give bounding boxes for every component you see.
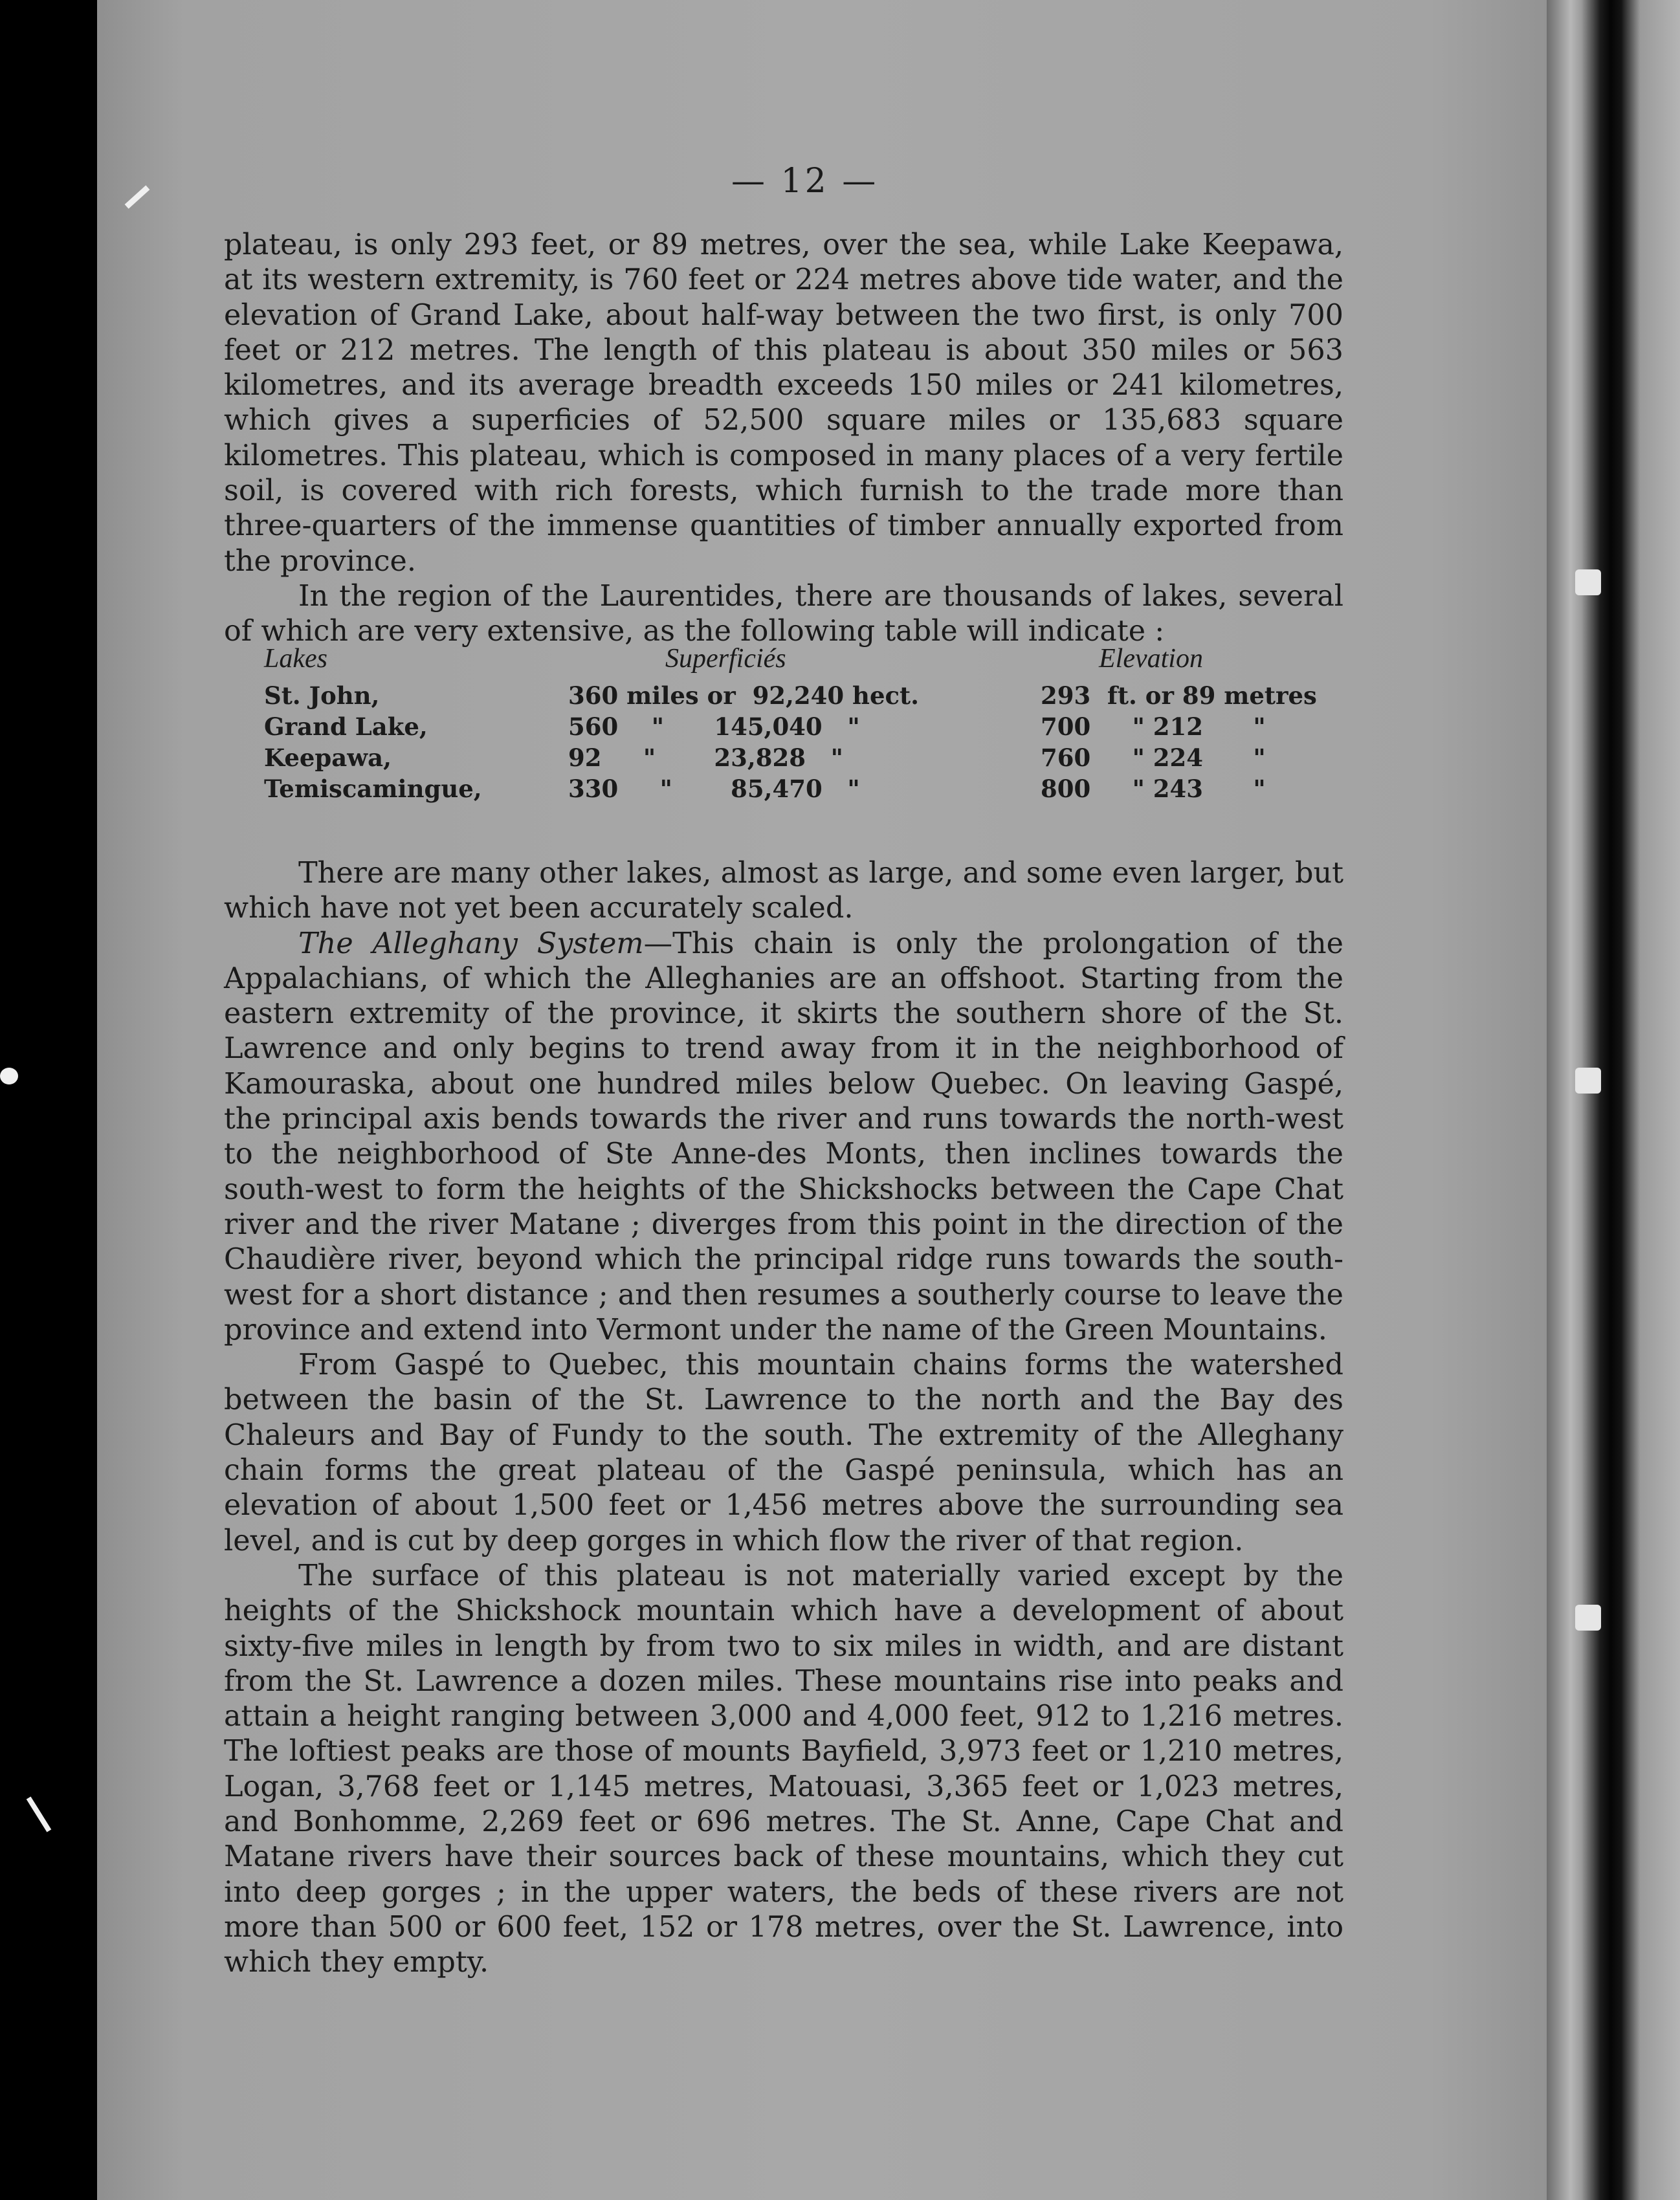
scan-artifact: [27, 1796, 52, 1832]
page-number: — 12 —: [731, 162, 879, 201]
binding-hole: [1575, 1068, 1601, 1094]
lake-elevation: 293 ft. or 89 metres: [1041, 681, 1317, 710]
binding-hole: [1575, 1605, 1601, 1631]
paragraph: The surface of this plateau is not materially varied except by the heights of the Shickshock mountain which have a development of about sixty-five miles in length by from two to six miles in width, and are distant from the St. Lawrence a dozen miles. These mountains rise into peaks and attain a height ranging between 3,000 and 4,000 feet, 912 to 1,216 metres. The loftiest peaks are those of mounts Bayfield, 3,973 feet or 1,210 metres, Logan, 3,768 feet or 1,145 metres, Matouasi, 3,365 feet or 1,023 metres, and Bonhomme, 2,269 feet or 696 metres. The St. Anne, Cape Chat and Matane rivers have their sources back of these mountains, which they cut into deep gorges ; in the upper waters, the beds of these rivers are not more than 500 or 600 feet, 152 or 178 metres, over the St. Lawrence, into which they empty.: [224, 1559, 1343, 1979]
lake-superficies: 360 miles or 92,240 hect.: [568, 681, 919, 710]
lake-name: Grand Lake,: [264, 712, 428, 741]
lake-name: Keepawa,: [264, 743, 392, 772]
paragraph: There are many other lakes, almost as large, and some even larger, but which have not yet been accurately scaled.: [224, 857, 1343, 925]
header-elevation: Elevation: [1099, 644, 1203, 674]
table-row: [264, 680, 1325, 711]
paragraph: In the region of the Laurentides, there are thousands of lakes, several of which are very extensive, as the following table will indicate :: [224, 579, 1343, 648]
lake-elevation: 700 " 212 ": [1041, 712, 1266, 741]
lakes-table: [264, 643, 1325, 804]
lake-superficies: 92 " 23,828 ": [568, 743, 843, 772]
header-superficies: Superficiés: [665, 644, 786, 674]
table-row: [264, 711, 1325, 742]
table-row: [264, 742, 1325, 773]
lake-superficies: 330 " 85,470 ": [568, 775, 860, 803]
table-header-row: [264, 643, 1325, 680]
paragraph-text: —This chain is only the prolongation of the Appalachians, of which the Alleghanies are an offshoot. Starting from the eastern extremity of the province, it skirts the southern shore of the St. Lawrence and only begins to trend away from it in the neighborhood of Kamouraska, about one hundred miles below Quebec. On leaving Gaspé, the principal axis bends towards the river and runs towards the north-west to the neighborhood of Ste Anne-des Monts, then inclines towards the south-west to form the heights of the Shickshocks between the Cape Chat river and the river Matane ; diverges from this point in the direction of the Chaudière river, beyond which the principal ridge runs towards the south-west for a short distance ; and then resumes a southerly course to leave the province and extend into Vermont under the name of the Green Mountains.: [224, 927, 1343, 1347]
lake-elevation: 760 " 224 ": [1041, 743, 1266, 772]
binding-hole: [1575, 569, 1601, 595]
lake-superficies: 560 " 145,040 ": [568, 712, 860, 741]
book-spine: [1547, 0, 1680, 2200]
text-block-top: [224, 228, 1343, 650]
paragraph: From Gaspé to Quebec, this mountain chains forms the watershed between the basin of the St. Lawrence to the north and the Bay des Chaleurs and Bay of Fundy to the south. The extremity of the Alleghany chain forms the great plateau of the Gaspé peninsula, which has an elevation of about 1,500 feet or 1,456 metres above the surrounding sea level, and is cut by deep gorges in which flow the river of that region.: [224, 1348, 1343, 1557]
lake-name: St. John,: [264, 681, 380, 710]
table-row: [264, 773, 1325, 804]
scan-artifact: [0, 1068, 18, 1084]
text-block-bottom: [224, 856, 1343, 1981]
lake-elevation: 800 " 243 ": [1041, 775, 1266, 803]
lake-name: Temiscamingue,: [264, 775, 482, 803]
paragraph: plateau, is only 293 feet, or 89 metres, over the sea, while Lake Keepawa, at its western extremity, is 760 feet or 224 metres above tide water, and the elevation of Grand Lake, about half-way between the two first, is only 700 feet or 212 metres. The length of this plateau is about 350 miles or 563 kilometres, and its average breadth exceeds 150 miles or 241 kilometres, which gives a superficies of 52,500 square miles or 135,683 square kilometres. This plateau, which is composed in many places of a very fertile soil, is covered with rich forests, which furnish to the trade more than three-quarters of the immense quantities of timber annually exported from the province.: [224, 228, 1343, 578]
section-heading: The Alleghany System: [298, 927, 644, 960]
header-lakes: Lakes: [264, 644, 327, 674]
paragraph-alleghany: [224, 927, 1343, 1348]
